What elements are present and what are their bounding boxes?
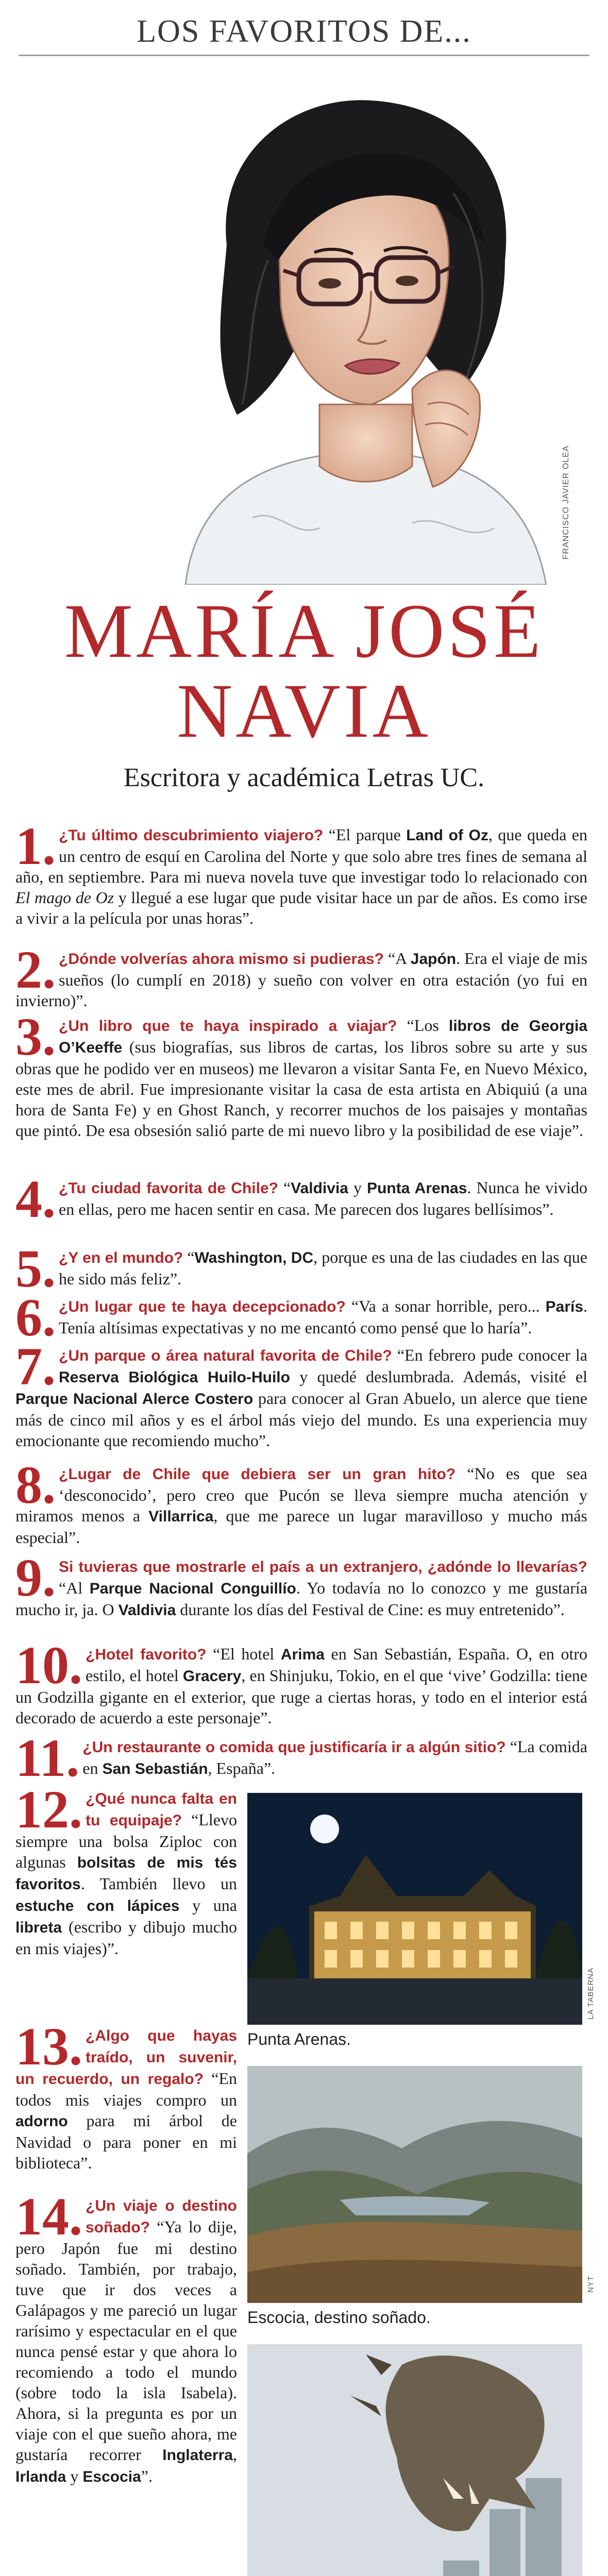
qa-question: ¿Un viaje o destino soñado? (86, 2197, 237, 2236)
qa-item: 6. ¿Un lugar que te haya decepcionado? “Va a sonar horrible, pero... París. Tenía altísimas expectativas y no me encantó como pensé que lo haría”. (15, 1288, 588, 1347)
qa-item: 10. ¿Hotel favorito? “El hotel Arima en San Sebastián, España. O, en otro estilo, el hotel Gracery, en Shinjuku, Tokio, en el que ‘vive’ Godzilla: tiene un Godzilla gigante en el exterior, que ruge a ciertas horas, y todo en el interior está decorado de acuerdo a este personaje”. (15, 1636, 588, 1727)
photo-godzilla (247, 2344, 582, 2576)
photo-credit: NYT (586, 2276, 595, 2293)
qa-number: 1. (15, 817, 56, 876)
profile-name-line2: NAVIA (177, 668, 431, 754)
godzilla-image (247, 2344, 582, 2576)
qa-question: ¿Un restaurante o comida que justificaría ir a algún sitio? (82, 1739, 506, 1756)
qa-number: 10. (15, 1636, 82, 1695)
escocia-image (247, 2066, 582, 2303)
qa-number: 11. (15, 1728, 80, 1788)
qa-question: Si tuvieras que mostrarle el país a un extranjero, ¿adónde lo llevarías? (59, 1558, 587, 1575)
photo-credit: LA TABERNA (586, 1967, 595, 2020)
qa-number: 12. (15, 1780, 82, 1839)
qa-number: 5. (15, 1239, 56, 1298)
photo-caption: Punta Arenas. (247, 2030, 351, 2048)
qa-question: ¿Un libro que te haya inspirado a viajar? (59, 1018, 397, 1035)
profile-subtitle: Escritora y académica Letras UC. (123, 763, 485, 792)
qa-number: 13. (15, 2017, 82, 2076)
qa-question: ¿Tu último descubrimiento viajero? (59, 827, 324, 844)
profile-name-line1: MARÍA JOSÉ (64, 588, 544, 674)
qa-number: 8. (15, 1455, 56, 1515)
photo-escocia (247, 2066, 582, 2303)
qa-question: ¿Tu ciudad favorita de Chile? (59, 1180, 278, 1197)
qa-item: 5. ¿Y en el mundo? “Washington, DC, porque es una de las ciudades en las que he sido más feliz”. (15, 1239, 587, 1298)
qa-question: ¿Qué nunca falta en tu equipaje? (86, 1790, 237, 1829)
qa-question: ¿Y en el mundo? (59, 1249, 183, 1266)
punta-arenas-image (247, 1793, 582, 2025)
qa-item: 3. ¿Un libro que te haya inspirado a viajar? “Los libros de Georgia O’Keeffe (sus biografías, sus libros de cartas, los libros sobre su arte y sus obras que he podido ver en museos) me llevaron a visitar Santa Fe, en Nuevo México, este mes de abril. Fue impresionante visitar la casa de esta artista en Abiquiú (a una hora de Santa Fe) y en Ghost Ranch, y recorrer muchos de los paisajes y montañas que pintó. De esa obsesión salió parte de mi nuevo libro y la posibilidad de ese viaje”. (15, 1007, 587, 1140)
qa-item: 8. ¿Lugar de Chile que debiera ser un gran hito? “No es que sea ‘desconocido’, pero creo que Pucón se lleva siempre mucha atención y miramos menos a Villarrica, que me parece un lugar maravilloso y mucho más especial”. (15, 1455, 588, 1547)
qa-number: 4. (15, 1170, 56, 1229)
qa-number: 2. (15, 940, 56, 999)
portrait-credit: FRANCISCO JAVIER OLEA (562, 445, 570, 560)
qa-number: 9. (15, 1548, 56, 1607)
qa-item: 13. ¿Algo que hayas traído, un suvenir, un recuerdo, un regalo? “En todos mis viajes compro un adorno para mi árbol de Navidad o para poner en mi biblioteca”. (15, 2017, 237, 2172)
qa-number: 14. (15, 2187, 82, 2246)
section-header (19, 3, 589, 56)
section-title: LOS FAVORITOS DE... (137, 14, 471, 49)
qa-question: ¿Un lugar que te haya decepcionado? (59, 1298, 346, 1315)
qa-question: ¿Lugar de Chile que debiera ser un gran hito? (59, 1466, 456, 1483)
portrait-illustration (124, 75, 567, 585)
qa-item: 7. ¿Un parque o área natural favorita de Chile? “En febrero pude conocer la Reserva Biológica Huilo-Huilo y quedé deslumbrada. Además, visité el Parque Nacional Alerce Costero para conocer al Gran Abuelo, un alerce que tiene más de cinco mil años y es el árbol más viejo del mundo. Es una experiencia muy emocionante que recomiendo mucho”. (15, 1337, 587, 1450)
qa-item: 11. ¿Un restaurante o comida que justificaría ir a algún sitio? “La comida en San Sebastián, España”. (15, 1728, 588, 1788)
qa-question: ¿Hotel favorito? (86, 1646, 207, 1663)
qa-item: 4. ¿Tu ciudad favorita de Chile? “Valdivia y Punta Arenas. Nunca he vivido en ellas, pero me hacen sentir en casa. Me parecen dos lugares bellísimos”. (15, 1170, 588, 1229)
photo-caption: Escocia, destino soñado. (247, 2308, 431, 2327)
qa-question: ¿Dónde volverías ahora mismo si pudieras? (59, 951, 384, 968)
photo-punta-arenas (247, 1793, 582, 2025)
qa-item: 2. ¿Dónde volverías ahora mismo si pudieras? “A Japón. Era el viaje de mis sueños (lo cumplí en 2018) y sueño con volver en otra estación (yo fui en invierno)”. (15, 940, 588, 1010)
qa-item: 9. Si tuvieras que mostrarle el país a un extranjero, ¿adónde lo llevarías? “Al Parque Nacional Conguillío. Yo todavía no lo conozco y me gustaría mucho ir, ja. O Valdivia durante los días del Festival de Cine: es muy entretenido”. (15, 1548, 588, 1619)
qa-number: 6. (15, 1288, 56, 1347)
qa-item: 12. ¿Qué nunca falta en tu equipaje? “Llevo siempre una bolsa Ziploc con algunas bolsitas de mis tés favoritos. También llevo un estuche con lápices y una libreta (escribo y dibujo mucho en mis viajes)”. (15, 1780, 237, 1958)
qa-question: ¿Un parque o área natural favorita de Chile? (59, 1347, 392, 1364)
portrait-drawing (124, 75, 567, 585)
qa-question: ¿Algo que hayas traído, un suvenir, un recuerdo, un regalo? (15, 2027, 237, 2088)
qa-item: 14. ¿Un viaje o destino soñado? “Ya lo dije, pero Japón fue mi destino soñado. También, por trabajo, tuve que ir dos veces a Galápagos y me pareció un lugar rarísimo y espectacular en el que nunca pensé estar y que ahora lo recomiendo a todo el mundo (sobre todo la isla Isabela). Ahora, si la pregunta es por un viaje con el que sueño ahora, me gustaría recorrer Inglaterra, Irlanda y Escocia”. (15, 2187, 237, 2485)
qa-item: 1. ¿Tu último descubrimiento viajero? “El parque Land of Oz, que queda en un centro de esquí en Carolina del Norte y que solo abre tres fines de semana al año, en septiembre. Para mi nueva novela tuve que investigar todo lo relacionado con El mago de Oz y llegué a ese lugar que pude visitar hace un par de años. Es como irse a vivir a la película por unas horas”. (15, 817, 588, 927)
qa-number: 3. (15, 1007, 56, 1066)
qa-number: 7. (15, 1337, 56, 1396)
